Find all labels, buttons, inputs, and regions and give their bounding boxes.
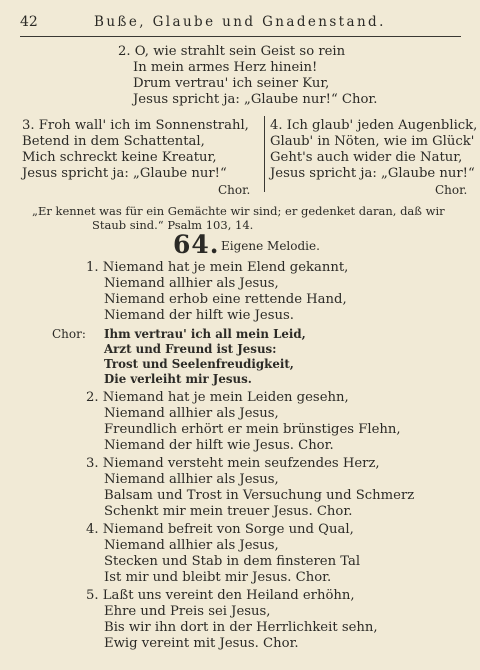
verse-line: In mein armes Herz hinein! xyxy=(133,60,318,75)
verse-line: Niemand allhier als Jesus, xyxy=(104,472,279,487)
verse-line: Glaub' in Nöten, wie im Glück' xyxy=(270,134,475,149)
verse-line: Niemand erhob eine rettende Hand, xyxy=(104,292,347,307)
epigraph xyxy=(32,204,457,232)
verse-line: Betend in dem Schattental, xyxy=(22,134,205,149)
hymn-number: 64. xyxy=(173,230,220,259)
verse-line: Ist mir und bleibt mir Jesus. Chor. xyxy=(104,570,332,585)
verse-line: 1. Niemand hat je mein Elend gekannt, xyxy=(86,260,349,275)
page-header xyxy=(20,14,460,34)
verse-line: Ewig vereint mit Jesus. Chor. xyxy=(104,636,299,651)
verse-line: Mich schreckt keine Kreatur, xyxy=(22,150,217,165)
verse-line: Niemand der hilft wie Jesus. xyxy=(104,308,294,323)
verse-line: Niemand allhier als Jesus, xyxy=(104,276,279,291)
chorus-line: Ihm vertrau' ich all mein Leid, xyxy=(104,327,306,341)
verse-line: Schenkt mir mein treuer Jesus. Chor. xyxy=(104,504,353,519)
chorus-line: Arzt und Freund ist Jesus: xyxy=(104,342,277,356)
epigraph-line: Staub sind.“ Psalm 103, 14. xyxy=(92,218,254,232)
verse-line: 4. Niemand befreit von Sorge und Qual, xyxy=(86,522,354,537)
verse-line: Balsam und Trost in Versuchung und Schmerz xyxy=(104,488,415,503)
epigraph-line: „Er kennet was für ein Gemächte wir sind; er gedenket daran, daß wir xyxy=(32,204,445,218)
verse-line: Niemand allhier als Jesus, xyxy=(104,538,279,553)
chorus-label: Chor: xyxy=(52,327,86,341)
header-rule xyxy=(20,36,461,37)
verse-line: Ehre und Preis sei Jesus, xyxy=(104,604,271,619)
melody-note: Eigene Melodie. xyxy=(221,239,320,253)
verse-line: 2. Niemand hat je mein Leiden gesehn, xyxy=(86,390,349,405)
verse-line: 2. O, wie strahlt sein Geist so rein xyxy=(118,44,346,59)
verse-line: Freundlich erhört er mein brünstiges Flehn, xyxy=(104,422,401,437)
verse-line: Jesus spricht ja: „Glaube nur!“ Chor. xyxy=(133,92,378,107)
verse-line: Drum vertrau' ich seiner Kur, xyxy=(133,76,330,91)
verse-line: Niemand allhier als Jesus, xyxy=(104,406,279,421)
verse-line: Jesus spricht ja: „Glaube nur!“ xyxy=(22,166,227,181)
verse-line: 3. Froh wall' ich im Sonnenstrahl, xyxy=(22,118,249,133)
verse-line: Niemand der hilft wie Jesus. Chor. xyxy=(104,438,334,453)
chorus-marker: Chor. xyxy=(218,183,251,197)
chorus-marker: Chor. xyxy=(435,183,468,197)
column-divider xyxy=(264,116,265,192)
page-number: 42 xyxy=(20,14,38,30)
verse-line: 3. Niemand versteht mein seufzendes Herz, xyxy=(86,456,380,471)
verse-line: Bis wir ihn dort in der Herrlichkeit sehn, xyxy=(104,620,378,635)
chorus-line: Trost und Seelenfreudigkeit, xyxy=(104,357,294,371)
running-title: Buße, Glaube und Gnadenstand. xyxy=(94,14,386,30)
verse-line: 4. Ich glaub' jeden Augenblick, xyxy=(270,118,478,133)
verse-line: 5. Laßt uns vereint den Heiland erhöhn, xyxy=(86,588,355,603)
verse-line: Stecken und Stab in dem finsteren Tal xyxy=(104,554,361,569)
chorus-line: Die verleiht mir Jesus. xyxy=(104,372,252,386)
verse-line: Geht's auch wider die Natur, xyxy=(270,150,463,165)
verse-line: Jesus spricht ja: „Glaube nur!“ xyxy=(270,166,475,181)
